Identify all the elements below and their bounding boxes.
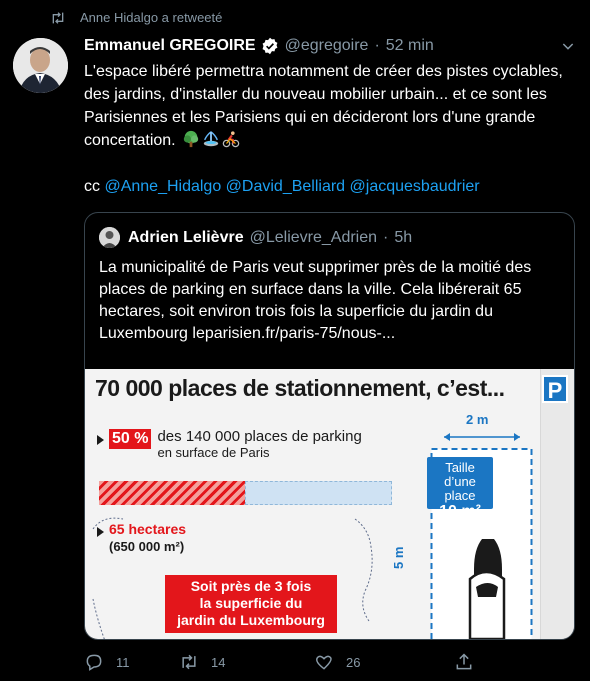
cyclist-emoji-icon bbox=[222, 130, 240, 148]
arrow-right-icon-2 bbox=[97, 527, 104, 537]
quoted-separator: · bbox=[383, 228, 389, 246]
quoted-timestamp: 5h bbox=[394, 228, 413, 246]
tweet-body bbox=[84, 60, 574, 198]
retweet-action-icon bbox=[179, 652, 199, 672]
share-button[interactable] bbox=[454, 652, 474, 672]
avatar-image bbox=[13, 38, 68, 93]
parking-sign-icon: P bbox=[542, 375, 568, 403]
parking-size-box bbox=[427, 457, 493, 520]
retweet-button[interactable] bbox=[179, 652, 314, 672]
infographic-image[interactable] bbox=[85, 369, 575, 640]
reply-count: 11 bbox=[116, 654, 130, 670]
parking-space-illustration bbox=[430, 419, 533, 640]
width-dimension: 2 m bbox=[466, 412, 489, 427]
quoted-tweet[interactable] bbox=[84, 212, 575, 640]
cc-label: cc bbox=[84, 178, 100, 195]
timestamp[interactable]: 52 min bbox=[385, 37, 434, 54]
retweet-count: 14 bbox=[211, 654, 226, 670]
fountain-emoji-icon bbox=[202, 130, 220, 148]
mention-jacques-baudrier[interactable]: @jacquesbaudrier bbox=[349, 178, 480, 195]
chevron-down-icon[interactable] bbox=[560, 38, 576, 54]
author-handle[interactable]: @egregoire bbox=[284, 37, 369, 54]
comparison-line2: la superficie du bbox=[199, 595, 303, 611]
separator: · bbox=[374, 37, 380, 54]
mention-anne-hidalgo[interactable]: @Anne_Hidalgo bbox=[104, 178, 222, 195]
quoted-tweet-header bbox=[99, 227, 412, 248]
quoted-author-name: Adrien Lelièvre bbox=[128, 228, 244, 246]
mention-david-belliard[interactable]: @David_Belliard bbox=[225, 178, 346, 195]
like-button[interactable] bbox=[314, 652, 454, 672]
tweet-header bbox=[84, 37, 576, 55]
size-value: 10 m² bbox=[439, 503, 481, 520]
share-icon bbox=[454, 652, 474, 672]
quoted-author-handle: @Lelievre_Adrien bbox=[249, 228, 378, 246]
luxembourg-comparison-box bbox=[165, 575, 337, 633]
square-meters-value: (650 000 m²) bbox=[109, 539, 185, 554]
stat1-line2: en surface de Paris bbox=[157, 445, 270, 460]
infographic-title: 70 000 places de stationnement, c’est... bbox=[95, 375, 505, 401]
verified-badge-icon bbox=[261, 37, 279, 55]
retweet-context[interactable] bbox=[50, 10, 222, 25]
avatar[interactable] bbox=[13, 38, 68, 93]
quoted-avatar bbox=[99, 227, 120, 248]
length-dimension: 5 m bbox=[391, 546, 406, 569]
reply-icon bbox=[84, 652, 104, 672]
comparison-line3: jardin du Luxembourg bbox=[177, 612, 325, 628]
retweet-icon bbox=[50, 11, 66, 25]
reply-button[interactable] bbox=[84, 652, 179, 672]
percentage-badge: 50 % bbox=[109, 429, 151, 449]
tweet-actions bbox=[84, 652, 504, 672]
author-name[interactable]: Emmanuel GREGOIRE bbox=[84, 37, 256, 54]
stat-hectares bbox=[97, 521, 186, 555]
infographic-side-strip bbox=[540, 369, 575, 640]
tweet-text: L'espace libéré permettra notamment de créer des pistes cyclables, des jardins, d'installer du nouveau mobilier urbain... et ce sont les Parisiennes et les Parisiens qui en décideront lors d'une grande concertation. bbox=[84, 63, 563, 149]
hectares-value: 65 hectares bbox=[109, 521, 187, 537]
like-count: 26 bbox=[346, 654, 361, 670]
comparison-line1: Soit près de 3 fois bbox=[190, 578, 312, 594]
heart-icon bbox=[314, 652, 334, 672]
quoted-tweet-text: La municipalité de Paris veut supprimer près de la moitié des places de parking en surface dans la ville. Cela libérerait 65 hectares, soit environ trois fois la superficie du jardin du Luxembourg leparisien.fr/paris-75/nous-... bbox=[99, 259, 532, 342]
stat1-line1: des 140 000 places de parking bbox=[157, 428, 362, 445]
size-line2: d’une place bbox=[444, 474, 476, 503]
tree-emoji-icon bbox=[182, 130, 200, 148]
retweet-label: Anne Hidalgo a retweeté bbox=[80, 10, 223, 25]
size-line1: Taille bbox=[445, 460, 475, 475]
